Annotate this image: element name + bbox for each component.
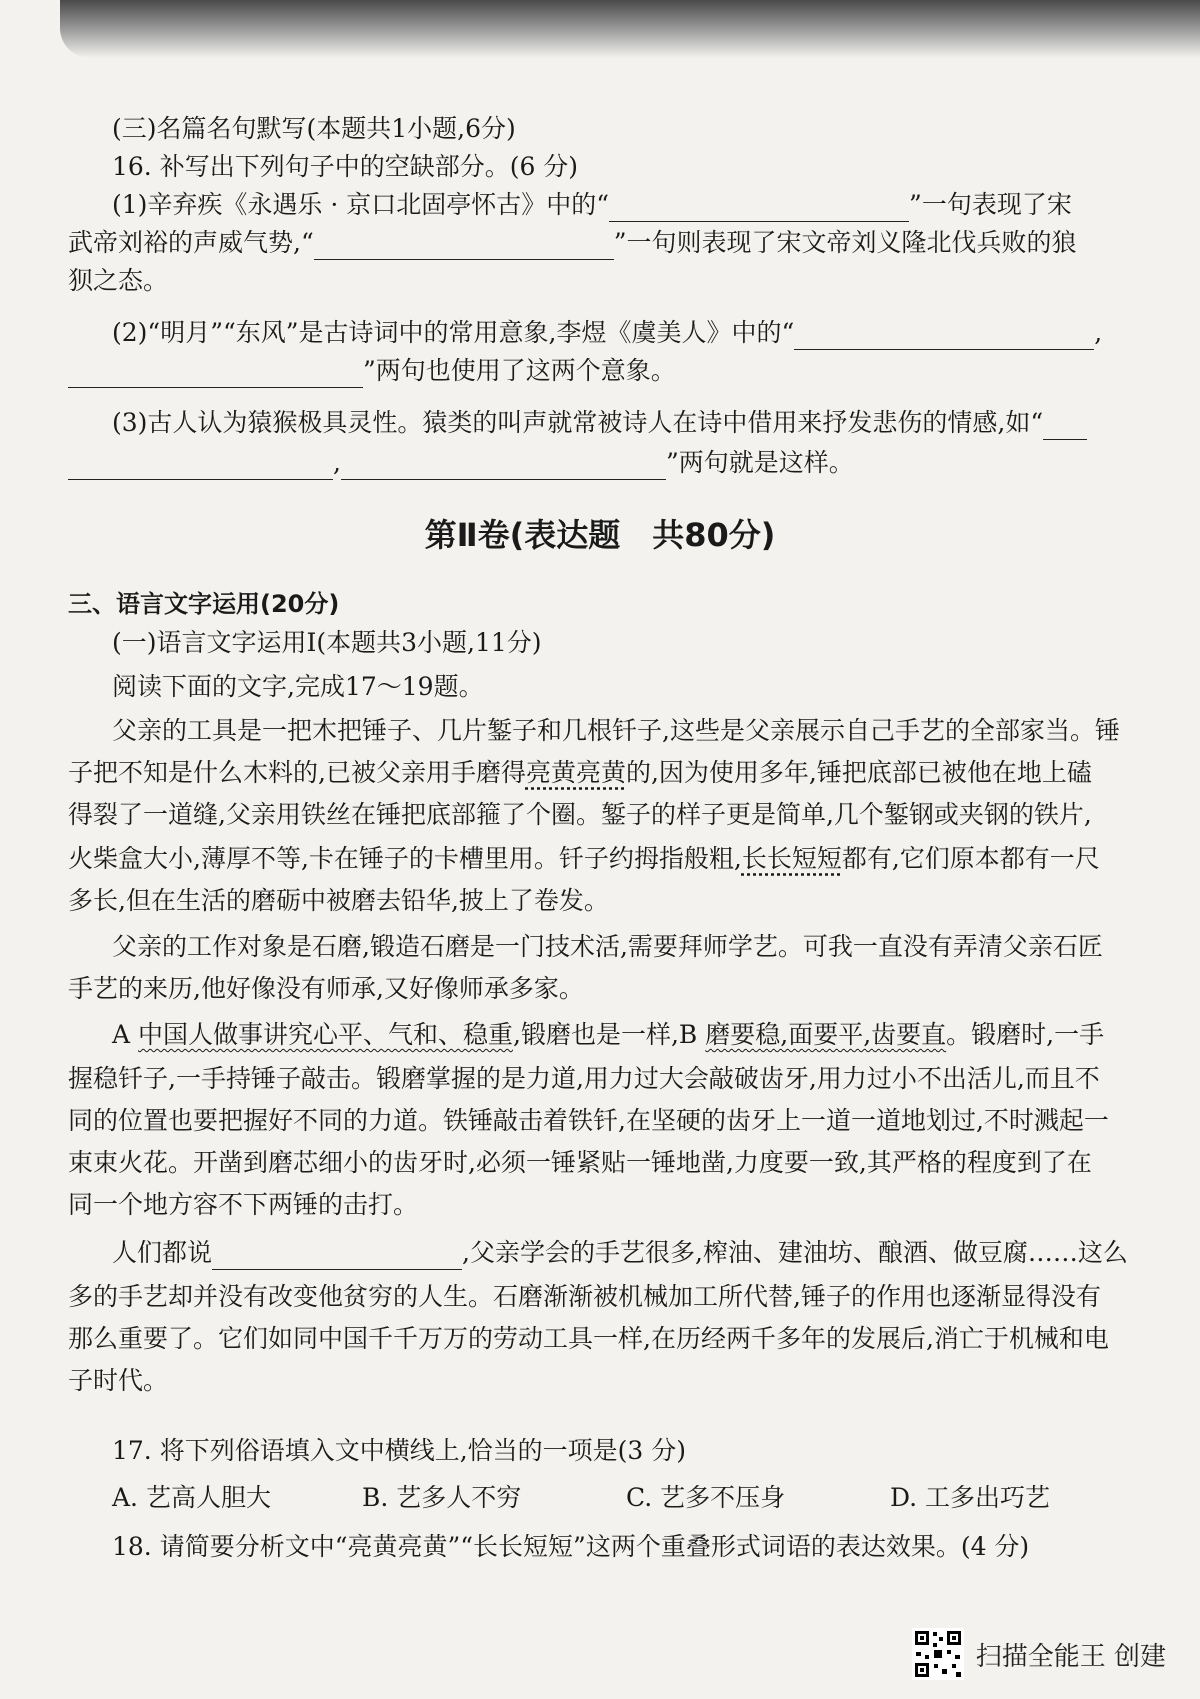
q16-p3-text-c: ”两句就是这样。 <box>665 448 854 477</box>
passage-line: 父亲的工作对象是石磨,锻造石磨是一门技术活,需要拜师学艺。可我一直没有弄清父亲石匠 <box>112 932 1103 961</box>
answer-blank[interactable] <box>68 455 333 480</box>
answer-blank[interactable] <box>68 363 363 388</box>
passage-line: 子时代。 <box>68 1366 169 1395</box>
q16-p3-comma: , <box>333 448 341 477</box>
passage-line: 同的位置也要把握好不同的力道。铁锤敲击着铁钎,在坚硬的齿牙上一道一道地划过,不时溅起一 <box>68 1106 1109 1135</box>
q16-p1-line3: 狈之态。 <box>68 266 169 295</box>
q17-option-c[interactable]: C. 艺多不压身 <box>626 1483 786 1512</box>
q16-p3-text-a: (3)古人认为猿猴极具灵性。猿类的叫声就常被诗人在诗中借用来抒发悲伤的情感,如“ <box>112 408 1044 437</box>
wavy-underlined-sentence-a: 中国人做事讲究心平、气和、稳重 <box>138 1020 514 1049</box>
dotted-phrase-chang-duan: 长长短短 <box>741 844 842 873</box>
answer-blank[interactable] <box>1043 415 1087 440</box>
sub-heading: (一)语言文字运用Ⅰ(本题共3小题,11分) <box>112 628 542 657</box>
q16-p1-text-d: ”一句则表现了宋文帝刘义隆北伐兵败的狼 <box>613 228 1077 257</box>
q16-p1-text-b: ”一句表现了宋 <box>909 190 1072 219</box>
passage-text: 的,因为使用多年,锤把底部已被他在地上磕 <box>625 758 1092 787</box>
passage-text: ,锻磨也是一样,B <box>513 1020 706 1049</box>
q16-p1-line2 <box>68 226 1077 260</box>
scanner-watermark <box>912 1628 1166 1680</box>
answer-blank[interactable] <box>794 325 1094 350</box>
answer-blank[interactable] <box>609 197 909 222</box>
passage-line: 同一个地方容不下两锤的击打。 <box>68 1190 419 1219</box>
passage-line: 手艺的来历,他好像没有师承,又好像师承多家。 <box>68 974 584 1003</box>
passage-line: 多的手艺却并没有改变他贫穷的人生。石磨渐渐被机械加工所代替,锤子的作用也逐渐显得没有 <box>68 1282 1101 1311</box>
q16-p2-comma: , <box>1094 318 1103 347</box>
passage-text: 。锻磨时,一手 <box>946 1020 1105 1049</box>
q16-p2-text-a: (2)“明月”“东风”是古诗词中的常用意象,李煜《虞美人》中的“ <box>112 318 795 347</box>
passage-text: ,父亲学会的手艺很多,榨油、建油坊、酿酒、做豆腐……这么 <box>462 1238 1128 1267</box>
q18-stem: 18. 请简要分析文中“亮黄亮黄”“长长短短”这两个重叠形式词语的表达效果。(4 分) <box>112 1532 1030 1561</box>
passage-line: 得裂了一道缝,父亲用铁丝在锤把底部箍了个圈。錾子的样子更是简单,几个錾钢或夹钢的铁片, <box>68 800 1092 829</box>
q16-p1-text-a: (1)辛弃疾《永遇乐 · 京口北固亭怀古》中的“ <box>112 190 610 219</box>
passage-text: 火柴盒大小,薄厚不等,卡在锤子的卡槽里用。钎子约拇指般粗, <box>68 844 742 873</box>
q16-stem: 16. 补写出下列句子中的空缺部分。(6 分) <box>112 152 579 181</box>
passage-line <box>68 756 1092 790</box>
q16-p2-line1 <box>112 316 1102 350</box>
q16-p3-line2 <box>68 446 854 480</box>
marker-a: A <box>112 1020 139 1049</box>
section-heading: 三、语言文字运用(20分) <box>68 590 340 618</box>
qr-code-icon <box>912 1628 964 1680</box>
passage-line: 那么重要了。它们如同中国千千万万的劳动工具一样,在历经两千多年的发展后,消亡于机械和电 <box>68 1324 1109 1353</box>
q16-p2-text-c: ”两句也使用了这两个意象。 <box>363 356 676 385</box>
q17-option-b[interactable]: B. 艺多人不穷 <box>362 1483 522 1512</box>
passage-line <box>112 1018 1104 1052</box>
answer-blank[interactable] <box>212 1245 462 1270</box>
dotted-phrase-liang-huang: 亮黄亮黄 <box>525 758 626 787</box>
passage-line: 握稳钎子,一手持锤子敲击。锻磨掌握的是力道,用力过大会敲破齿牙,用力过小不出活儿,而且不 <box>68 1064 1100 1093</box>
passage-line: 束束火花。开凿到磨芯细小的齿牙时,必须一锤紧贴一锤地凿,力度要一致,其严格的程度到了在 <box>68 1148 1092 1177</box>
reading-instruction: 阅读下面的文字,完成17～19题。 <box>112 672 484 701</box>
passage-line <box>112 1236 1128 1270</box>
passage-text: 都有,它们原本都有一尺 <box>841 844 1100 873</box>
q16-p1-line1 <box>112 188 1072 222</box>
q16-p2-line2 <box>68 354 676 388</box>
q16-p1-text-c: 武帝刘裕的声威气势,“ <box>68 228 314 257</box>
answer-blank[interactable] <box>341 455 666 480</box>
part3-heading: (三)名篇名句默写(本题共1小题,6分) <box>112 114 516 143</box>
volume-title: 第Ⅱ卷(表达题 共80分) <box>424 516 776 554</box>
wavy-underlined-sentence-b: 磨要稳,面要平,齿要直 <box>705 1020 947 1049</box>
scanner-brand-label: 扫描全能王 创建 <box>975 1641 1166 1672</box>
passage-line: 父亲的工具是一把木把锤子、几片錾子和几根钎子,这些是父亲展示自己手艺的全部家当。锤 <box>112 716 1120 745</box>
q17-option-d[interactable]: D. 工多出巧艺 <box>890 1483 1051 1512</box>
passage-line <box>68 842 1100 876</box>
q17-option-a[interactable]: A. 艺高人胆大 <box>112 1483 271 1512</box>
passage-text: 子把不知是什么木料的,已被父亲用手磨得 <box>68 758 526 787</box>
q16-p3-line1 <box>112 406 1087 440</box>
answer-blank[interactable] <box>314 235 614 260</box>
passage-text: 人们都说 <box>112 1238 213 1267</box>
passage-line: 多长,但在生活的磨砺中被磨去铅华,披上了卷发。 <box>68 886 609 915</box>
q17-stem: 17. 将下列俗语填入文中横线上,恰当的一项是(3 分) <box>112 1436 687 1465</box>
